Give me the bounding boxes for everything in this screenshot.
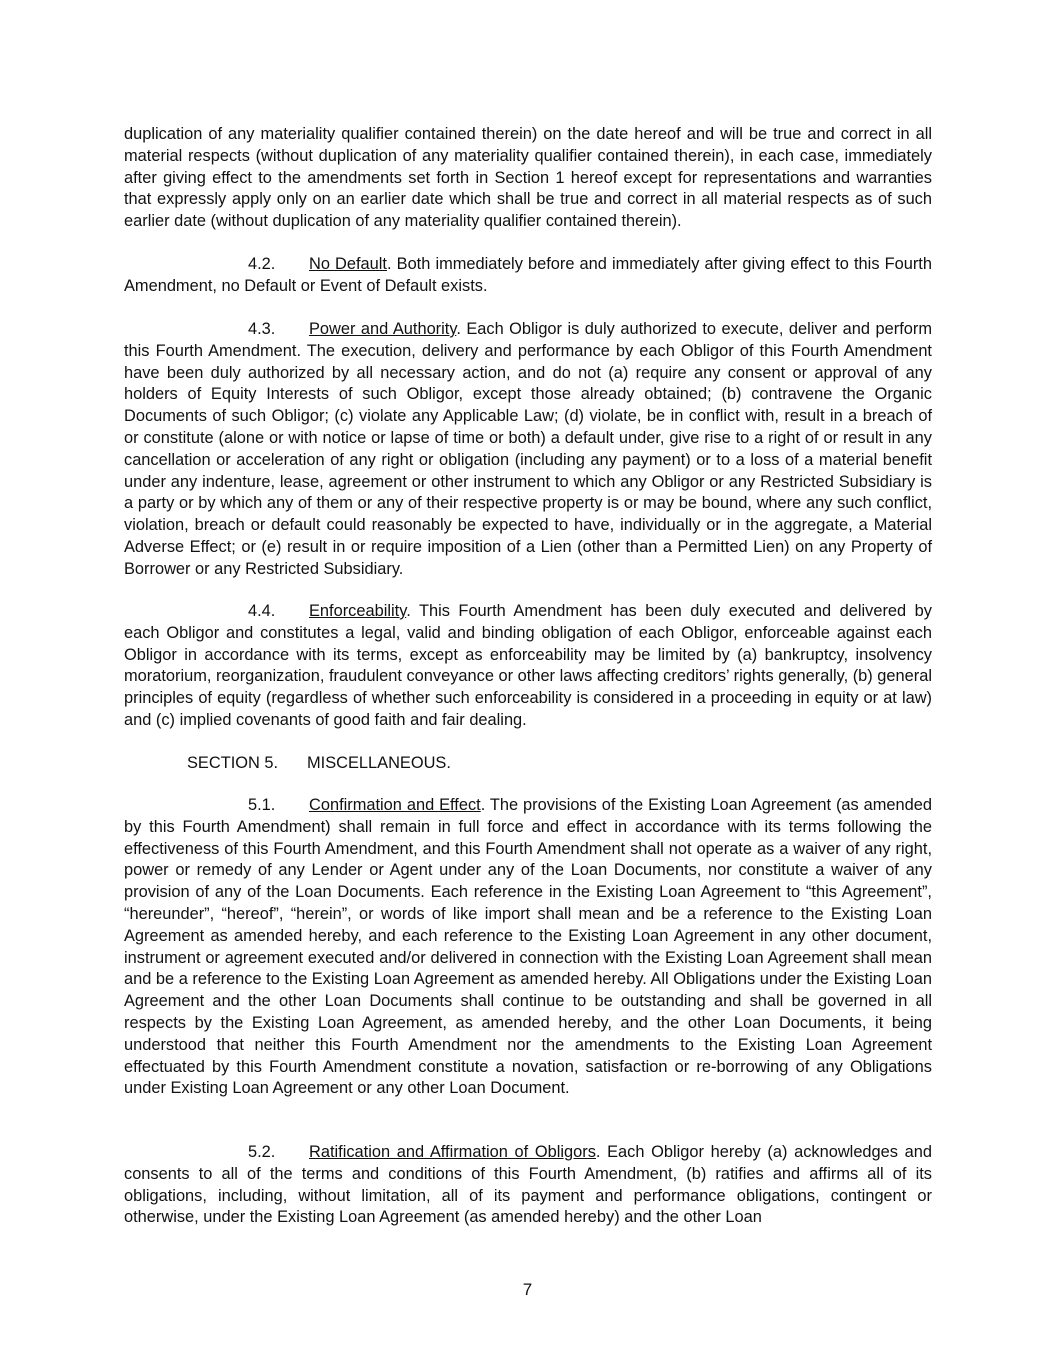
section-4-2 [124, 254, 932, 298]
paragraph-text: duplication of any materiality qualifier contained therein) on the date hereof and will be true and correct in all material respects (without duplication of any materiality qualifier contained therein), in each case, immediately after giving effect to the amendments set forth in Section 1 hereof except for representations and warranties that expressly apply only on an earlier date which shall be true and correct in all material respects as of such earlier date (without duplication of any materiality qualifier contained therein). [124, 125, 932, 231]
section-heading: Power and Authority [309, 320, 457, 338]
section-number: 4.4. [248, 602, 276, 620]
section-heading: Confirmation and Effect [309, 796, 481, 814]
section-4-4 [124, 601, 932, 732]
section-number: 4.2. [248, 255, 276, 273]
paragraph-continuation [124, 124, 932, 233]
section-number: 4.3. [248, 320, 276, 338]
page-number: 7 [522, 1280, 533, 1299]
section-body: . The provisions of the Existing Loan Agreement (as amended by this Fourth Amendment) shall remain in full force and effect in accordance with its terms following the effectiveness of this Fourth Amendment, and this Fourth Amendment shall not operate as a waiver of any right, power or remedy of any Lender or Agent under any of the Loan Documents, nor constitute a waiver of any provision of any of the Loan Documents. Each reference in the Existing Loan Agreement to “this Agreement”, “hereunder”, “hereof”, “herein”, or words of like import shall mean and be a reference to the Existing Loan Agreement as amended hereby, and each reference to the Existing Loan Agreement in any other document, instrument or agreement executed and/or delivered in connection with the Existing Loan Agreement shall mean and be a reference to the Existing Loan Agreement as amended hereby. All Obligations under the Existing Loan Agreement and the other Loan Documents shall continue to be outstanding and shall be governed in all respects by the Existing Loan Agreement, as amended hereby, and the other Loan Documents, it being understood that neither this Fourth Amendment nor the amendments to the Existing Loan Agreement effectuated by this Fourth Amendment constitute a novation, satisfaction or re-borrowing of any Obligations under Existing Loan Agreement or any other Loan Document. [124, 796, 932, 1098]
section-title: MISCELLANEOUS. [307, 754, 451, 772]
section-5-1 [124, 795, 932, 1100]
section-body: . Each Obligor hereby (a) acknowledges and consents to all of the terms and conditions of this Fourth Amendment, (b) ratifies and affirms all of its obligations, including, without limitation, all of its payment and performance obligations, contingent or otherwise, under the Existing Loan Agreement (as amended hereby) and the other Loan [124, 1143, 932, 1227]
section-heading: Ratification and Affirmation of Obligors [309, 1143, 596, 1161]
section-heading: No Default [309, 255, 387, 273]
section-4-3 [124, 319, 932, 581]
section-5-heading [187, 753, 451, 775]
section-body: . This Fourth Amendment has been duly executed and delivered by each Obligor and constitutes a legal, valid and binding obligation of each Obligor, enforceable against each Obligor in accordance with its terms, except as enforceability may be limited by (a) bankruptcy, insolvency moratorium, reorganization, fraudulent conveyance or other laws affecting creditors’ rights generally, (b) general principles of equity (regardless of whether such enforceability is considered in a proceeding in equity or at law) and (c) implied covenants of good faith and fair dealing. [124, 602, 932, 729]
section-number: 5.2. [248, 1143, 276, 1161]
section-5-2 [124, 1142, 932, 1229]
section-number: 5.1. [248, 796, 276, 814]
section-body: . Each Obligor is duly authorized to execute, deliver and perform this Fourth Amendment. The execution, delivery and performance by each Obligor of this Fourth Amendment have been duly authorized by all necessary action, and do not (a) require any consent or approval of any holders of Equity Interests of such Obligor, except those already obtained; (b) contravene the Organic Documents of such Obligor; (c) violate any Applicable Law; (d) violate, be in conflict with, result in a breach of or constitute (alone or with notice or lapse of time or both) a default under, give rise to a right of or result in any cancellation or acceleration of any right or obligation (including any payment) or to a loss of a material benefit under any indenture, lease, agreement or other instrument to which any Obligor or any Restricted Subsidiary is a party or by which any of them or any of their respective property is or may be bound, where any such conflict, violation, breach or default could reasonably be expected to have, individually or in the aggregate, a Material Adverse Effect; or (e) result in or require imposition of a Lien (other than a Permitted Lien) on any Property of Borrower or any Restricted Subsidiary. [124, 320, 932, 578]
section-body: . Both immediately before and immediately after giving effect to this Fourth Amendment, no Default or Event of Default exists. [124, 255, 932, 295]
section-label: SECTION 5. [187, 754, 279, 772]
section-heading: Enforceability [309, 602, 407, 620]
